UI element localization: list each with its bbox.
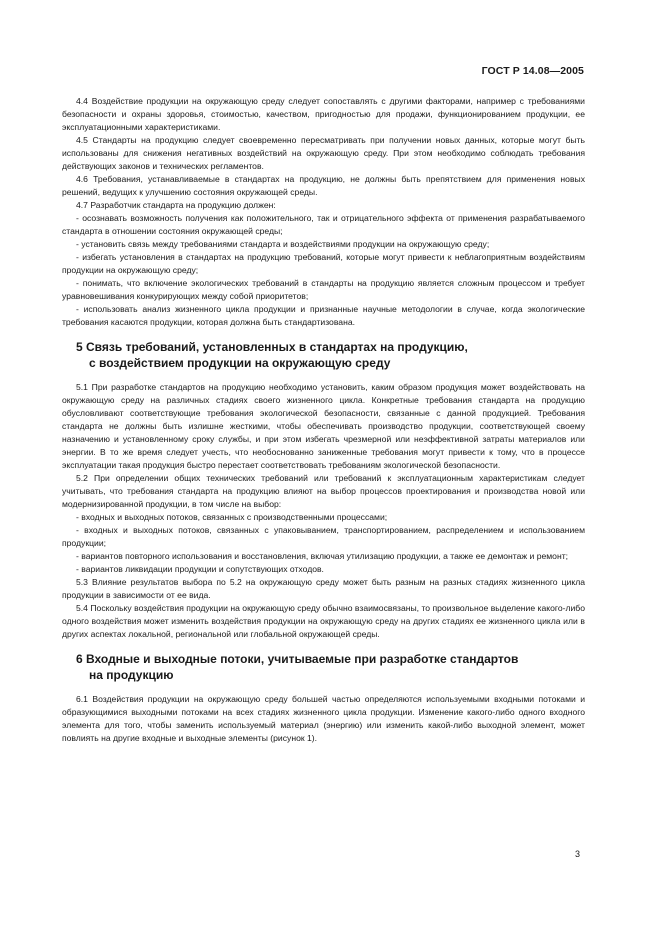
paragraph-4-5: 4.5 Стандарты на продукцию следует своевременно пересматривать при получении новых данных, которые могут быть использованы для снижения негативных воздействий на окружающую среду. При этом необходимо соблюдать требования действующих законов и технических регламентов. xyxy=(62,135,585,171)
paragraph-5-4: 5.4 Поскольку воздействия продукции на окружающую среду обычно взаимосвязаны, то произвольное выделение какого-либо одного воздействия может изменить воздействия продукции на окружающую среду на других стадиях ее жизненного цикла или в других аспектах локальной, региональной или глобальной окружающей среды. xyxy=(62,603,585,639)
paragraph-5-3: 5.3 Влияние результатов выбора по 5.2 на окружающую среду может быть разным на разных стадиях жизненного цикла продукции в зависимости от ее вида. xyxy=(62,577,585,600)
section-6-heading xyxy=(62,651,585,683)
list-item: - вариантов ликвидации продукции и сопутствующих отходов. xyxy=(76,564,324,574)
document-body xyxy=(62,95,585,745)
list-item: - понимать, что включение экологических требований в стандарты на продукцию является сложным процессом и требует уравновешивания конкурирующих между собой приоритетов; xyxy=(62,278,585,301)
list-item: - осознавать возможность получения как положительного, так и отрицательного эффекта от применения разрабатываемого стандарта в отношении состояния окружающей среды; xyxy=(62,213,585,236)
page-number: 3 xyxy=(574,849,580,859)
section-6-heading-line2: на продукцию xyxy=(89,668,174,682)
list-item: - избегать установления в стандартах на продукцию требований, которые могут привести к неблагоприятным воздействиям продукции на окружающую среду; xyxy=(62,252,585,275)
section-5-heading-line1: 5 Связь требований, установленных в стандартах на продукцию, xyxy=(76,340,468,354)
paragraph-4-4: 4.4 Воздействие продукции на окружающую среду следует сопоставлять с другими факторами, например с требованиями безопасности и охраны здоровья, стоимостью, качеством, пригодностью для продажи, функционированием продукции, ее эксплуатационными характеристиками. xyxy=(62,96,585,132)
section-6-heading-line1: 6 Входные и выходные потоки, учитываемые при разработке стандартов xyxy=(76,652,519,666)
paragraph-4-7: 4.7 Разработчик стандарта на продукцию должен: xyxy=(76,200,276,210)
list-item: - использовать анализ жизненного цикла продукции и признанные научные методологии в случае, когда экологические требования касаются продукции, которая должна быть стандартизована. xyxy=(62,304,585,327)
paragraph-5-1: 5.1 При разработке стандартов на продукцию необходимо установить, каким образом продукция может воздействовать на окружающую среду на различных стадиях своего жизненного цикла. Конкретные требования стандарта на продукцию обусловливают соответствующие требования экологической безопасности, связанные с данной продукцией. Требования стандарта не должны быть излишне жесткими, чтобы обеспечивать производство продукции, соответствующей своему назначению и установленному сроку службы, и при этом избегать чрезмерной или неэффективной затраты материалов или энергии. В то же время следует учесть, что необоснованно заниженные требования могут привести к тому, что в процессе эксплуатации такая продукция быстро перестает соответствовать требованиям экологической безопасности. xyxy=(62,382,585,470)
paragraph-6-1: 6.1 Воздействия продукции на окружающую среду большей частью определяются используемыми входными потоками и образующимися выходными потоками на всех стадиях жизненного цикла продукции. Изменение какого-либо одного входного элемента для того, чтобы заменить используемый материал (энергию) или изменить какой-либо выходной элемент, может повлиять на другие входные и выходные элементы (рисунок 1). xyxy=(62,694,585,743)
list-item: - установить связь между требованиями стандарта и воздействиями продукции на окружающую среду; xyxy=(76,239,490,249)
standard-number: ГОСТ Р 14.08—2005 xyxy=(481,65,584,77)
list-item: - входных и выходных потоков, связанных с упаковыванием, транспортированием, распределением и использованием продукции; xyxy=(62,525,585,548)
list-item: - вариантов повторного использования и восстановления, включая утилизацию продукции, а также ее демонтаж и ремонт; xyxy=(76,551,569,561)
paragraph-4-6: 4.6 Требования, устанавливаемые в стандартах на продукцию, не должны быть препятствием для применения новых решений, ведущих к улучшению состояния окружающей среды. xyxy=(62,174,585,197)
list-item: - входных и выходных потоков, связанных с производственными процессами; xyxy=(76,512,388,522)
section-5-heading-line2: с воздействием продукции на окружающую среду xyxy=(89,356,391,370)
section-5-heading xyxy=(62,339,585,371)
paragraph-5-2: 5.2 При определении общих технических требований или требований к эксплуатационным характеристикам следует учитывать, что требования стандарта на продукцию влияют на выбор процессов проектирования и производства новой или модернизированной продукции, в том числе на выбор: xyxy=(62,473,585,509)
